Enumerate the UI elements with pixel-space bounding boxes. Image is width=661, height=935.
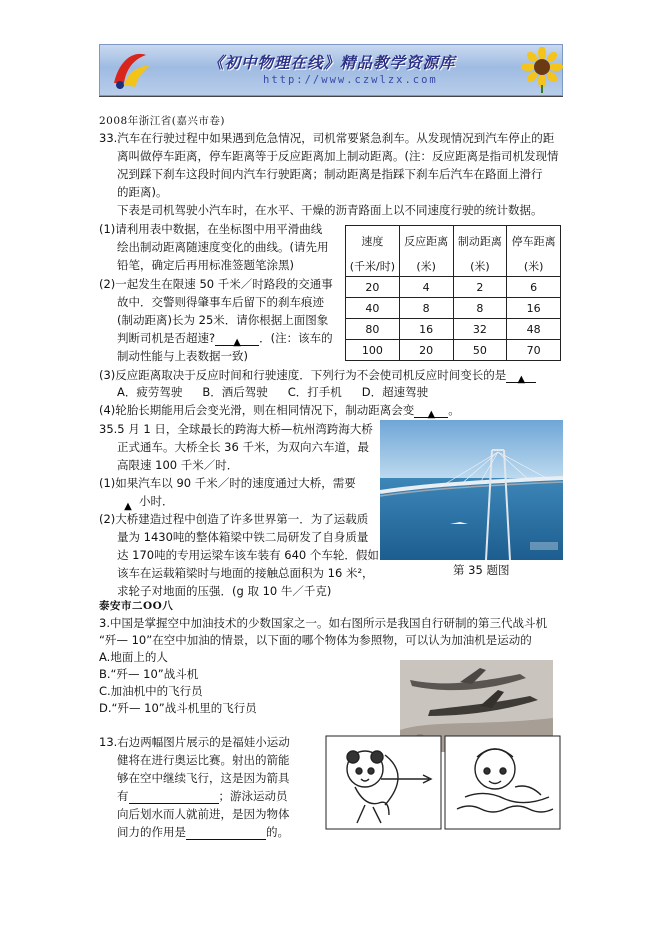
q33-line-1: 33.汽车在行驶过程中如果遇到危急情况，司机常要紧急刹车。从发现情况到汽车停止的距 bbox=[99, 131, 555, 145]
q13-text-d: 的。 bbox=[266, 825, 289, 839]
q33-part4-end: 。 bbox=[448, 403, 460, 417]
q3-option-d[interactable]: D.“歼— 10”战斗机里的飞行员 bbox=[99, 701, 257, 715]
table-header-cell: 制动距离 bbox=[453, 226, 507, 257]
q33-part2-line-5: 制动性能与上表数据一致) bbox=[117, 349, 248, 363]
table-cell: 6 bbox=[507, 277, 561, 298]
q33-part1-line-3: 铅笔，确定后再用标准签题笔涂黑) bbox=[117, 258, 294, 272]
answer-blank[interactable] bbox=[414, 405, 448, 418]
q33-part2-line-4 bbox=[117, 330, 333, 346]
table-cell: 80 bbox=[346, 319, 400, 340]
banner-url: http://www.czwlzx.com bbox=[263, 74, 438, 86]
data-table bbox=[345, 225, 561, 361]
table-cell: 8 bbox=[453, 298, 507, 319]
q13-line-6 bbox=[117, 824, 289, 840]
q13-text-a: 有 bbox=[117, 789, 129, 803]
q13-text-b: ；游泳运动员 bbox=[218, 789, 288, 803]
table-cell: 20 bbox=[399, 340, 453, 361]
table-cell: 48 bbox=[507, 319, 561, 340]
banner-title: 《初中物理在线》精品教学资源库 bbox=[208, 53, 456, 72]
answer-blank[interactable] bbox=[186, 827, 266, 840]
table-cell: 20 bbox=[346, 277, 400, 298]
table-header-cell: 速度 bbox=[346, 226, 400, 257]
section1-source: 2008年浙江省(嘉兴市卷) bbox=[99, 115, 225, 127]
table-row bbox=[346, 340, 561, 361]
q35-line-1: 35.5 月 1 日，全球最长的跨海大桥—杭州湾跨海大桥 bbox=[99, 422, 373, 436]
table-cell: 2 bbox=[453, 277, 507, 298]
q33-part4-text: (4)轮胎长期能用后会变光滑，则在相同情况下，制动距离会变 bbox=[99, 403, 415, 417]
option-d[interactable]: D．超速驾驶 bbox=[361, 385, 429, 399]
table-cell: 16 bbox=[399, 319, 453, 340]
q35-part1-line-1: (1)如果汽车以 90 千米／时的速度通过大桥，需要 bbox=[99, 476, 356, 490]
answer-triangle-icon: ▲ bbox=[233, 337, 241, 348]
bridge-photo bbox=[380, 420, 563, 560]
q35-part1-line-2 bbox=[117, 493, 174, 512]
q33-part1-line-1: (1)请利用表中数据，在坐标图中用平滑曲线 bbox=[99, 222, 323, 236]
q35-line-3: 高限速 100 千米／时． bbox=[117, 458, 239, 472]
q35-line-2: 正式通车。大桥全长 36 千米，为双向六车道，最 bbox=[117, 440, 369, 454]
fuwa-cartoons bbox=[325, 735, 561, 830]
q33-line-3: 况到踩下刹车这段时间内汽车行驶距离；制动距离是指踩下刹车后汽车在路面上滑行 bbox=[117, 167, 543, 181]
q33-line-5: 下表是司机驾驶小汽车时，在水平、干燥的沥青路面上以不同速度行驶的统计数据。 bbox=[117, 203, 543, 217]
answer-blank[interactable] bbox=[506, 370, 536, 383]
q35-part1-unit: 小时． bbox=[139, 494, 174, 508]
option-c[interactable]: C．打手机 bbox=[287, 385, 342, 399]
table-unit-row bbox=[346, 256, 561, 277]
q33-part2-line-2: 故中．交警则得肇事车后留下的刹车痕迹 bbox=[117, 295, 324, 309]
q33-part3-text: (3)反应距离取决于反应时间和行驶速度．下列行为不会使司机反应时间变长的是 bbox=[99, 368, 507, 382]
q3-option-a[interactable]: A.地面上的人 bbox=[99, 650, 168, 664]
section2-source: 泰安市二OO八 bbox=[99, 600, 174, 612]
table-unit-cell: (千米/时) bbox=[346, 256, 400, 277]
q33-line-2: 离叫做停车距离，停车距离等于反应距离加上制动距离。(注：反应距离是指司机发现情 bbox=[117, 149, 559, 163]
q3-line-2: “歼— 10”在空中加油的情景，以下面的哪个物体为参照物，可以认为加油机是运动的 bbox=[99, 633, 532, 647]
answer-blank[interactable] bbox=[117, 497, 139, 512]
q33-line-4: 的距离)。 bbox=[117, 185, 168, 199]
answer-triangle-icon: ▲ bbox=[124, 501, 132, 512]
q13-line-1: 13.右边两幅图片展示的是福娃小运动 bbox=[99, 735, 290, 749]
answer-triangle-icon: ▲ bbox=[427, 409, 436, 420]
table-cell: 70 bbox=[507, 340, 561, 361]
q13-text-c: 间力的作用是 bbox=[117, 825, 186, 839]
q35-part2-line-5: 求轮子对地面的压强．(g 取 10 牛／千克) bbox=[117, 584, 332, 598]
q3-option-b[interactable]: B.“歼— 10”战斗机 bbox=[99, 667, 199, 681]
q13-line-3: 够在空中继续飞行，这是因为箭具 bbox=[117, 771, 290, 785]
q35-part2-line-3: 达 170吨的专用运梁车该车装有 640 个车轮．假如 bbox=[117, 548, 379, 562]
table-cell: 32 bbox=[453, 319, 507, 340]
q33-part2-line-1: (2)一起发生在限速 50 千米／时路段的交通事 bbox=[99, 277, 333, 291]
sunflower-icon bbox=[520, 47, 564, 93]
option-a[interactable]: A．疲劳驾驶 bbox=[117, 385, 183, 399]
table-cell: 40 bbox=[346, 298, 400, 319]
q13-line-2: 健将在进行奥运比赛。射出的箭能 bbox=[117, 753, 290, 767]
q33-part2-line-3: (制动距离)长为 25米．请你根据上面图象 bbox=[117, 313, 329, 327]
q33-options bbox=[117, 384, 428, 400]
q13-line-4 bbox=[117, 788, 288, 804]
table-cell: 4 bbox=[399, 277, 453, 298]
q13-line-5: 向后划水而人就前进，是因为物体 bbox=[117, 807, 290, 821]
q3-option-c[interactable]: C.加油机中的飞行员 bbox=[99, 684, 203, 698]
table-unit-cell: (米) bbox=[507, 256, 561, 277]
table-unit-cell: (米) bbox=[399, 256, 453, 277]
q33-part3 bbox=[99, 367, 536, 383]
q33-part2-question: 判断司机是否超速? bbox=[117, 331, 216, 345]
table-row bbox=[346, 277, 561, 298]
table-row bbox=[346, 319, 561, 340]
q3-line-1: 3.中国是掌握空中加油技术的少数国家之一。如右图所示是我国自行研制的第三代战斗机 bbox=[99, 616, 547, 630]
table-cell: 8 bbox=[399, 298, 453, 319]
table-cell: 100 bbox=[346, 340, 400, 361]
q35-part2-line-4: 该车在运载箱梁时与地面的接触总面积为 16 米²， bbox=[117, 566, 374, 580]
q35-part2-line-1: (2)大桥建造过程中创造了许多世界第一．为了运载质 bbox=[99, 512, 369, 526]
option-b[interactable]: B．酒后驾驶 bbox=[202, 385, 268, 399]
table-unit-cell: (米) bbox=[453, 256, 507, 277]
table-header-cell: 反应距离 bbox=[399, 226, 453, 257]
table-header-cell: 停车距离 bbox=[507, 226, 561, 257]
q35-part2-line-2: 量为 1430吨的整体箱梁中铁二局研发了自身质量 bbox=[117, 530, 369, 544]
logo-icon bbox=[106, 47, 154, 91]
q33-part2-note: ．(注：该车的 bbox=[259, 331, 333, 345]
table-header-row bbox=[346, 226, 561, 257]
q33-part4 bbox=[99, 402, 460, 418]
q33-part1-line-2: 绘出制动距离随速度变化的曲线。(请先用 bbox=[117, 240, 329, 254]
answer-blank[interactable] bbox=[215, 333, 259, 346]
answer-triangle-icon: ▲ bbox=[517, 374, 526, 385]
table-cell: 50 bbox=[453, 340, 507, 361]
header-banner bbox=[99, 44, 563, 96]
header-divider bbox=[99, 96, 563, 97]
table-row bbox=[346, 298, 561, 319]
table-cell: 16 bbox=[507, 298, 561, 319]
fig35-caption: 第 35 题图 bbox=[453, 563, 510, 577]
answer-blank[interactable] bbox=[129, 791, 219, 804]
